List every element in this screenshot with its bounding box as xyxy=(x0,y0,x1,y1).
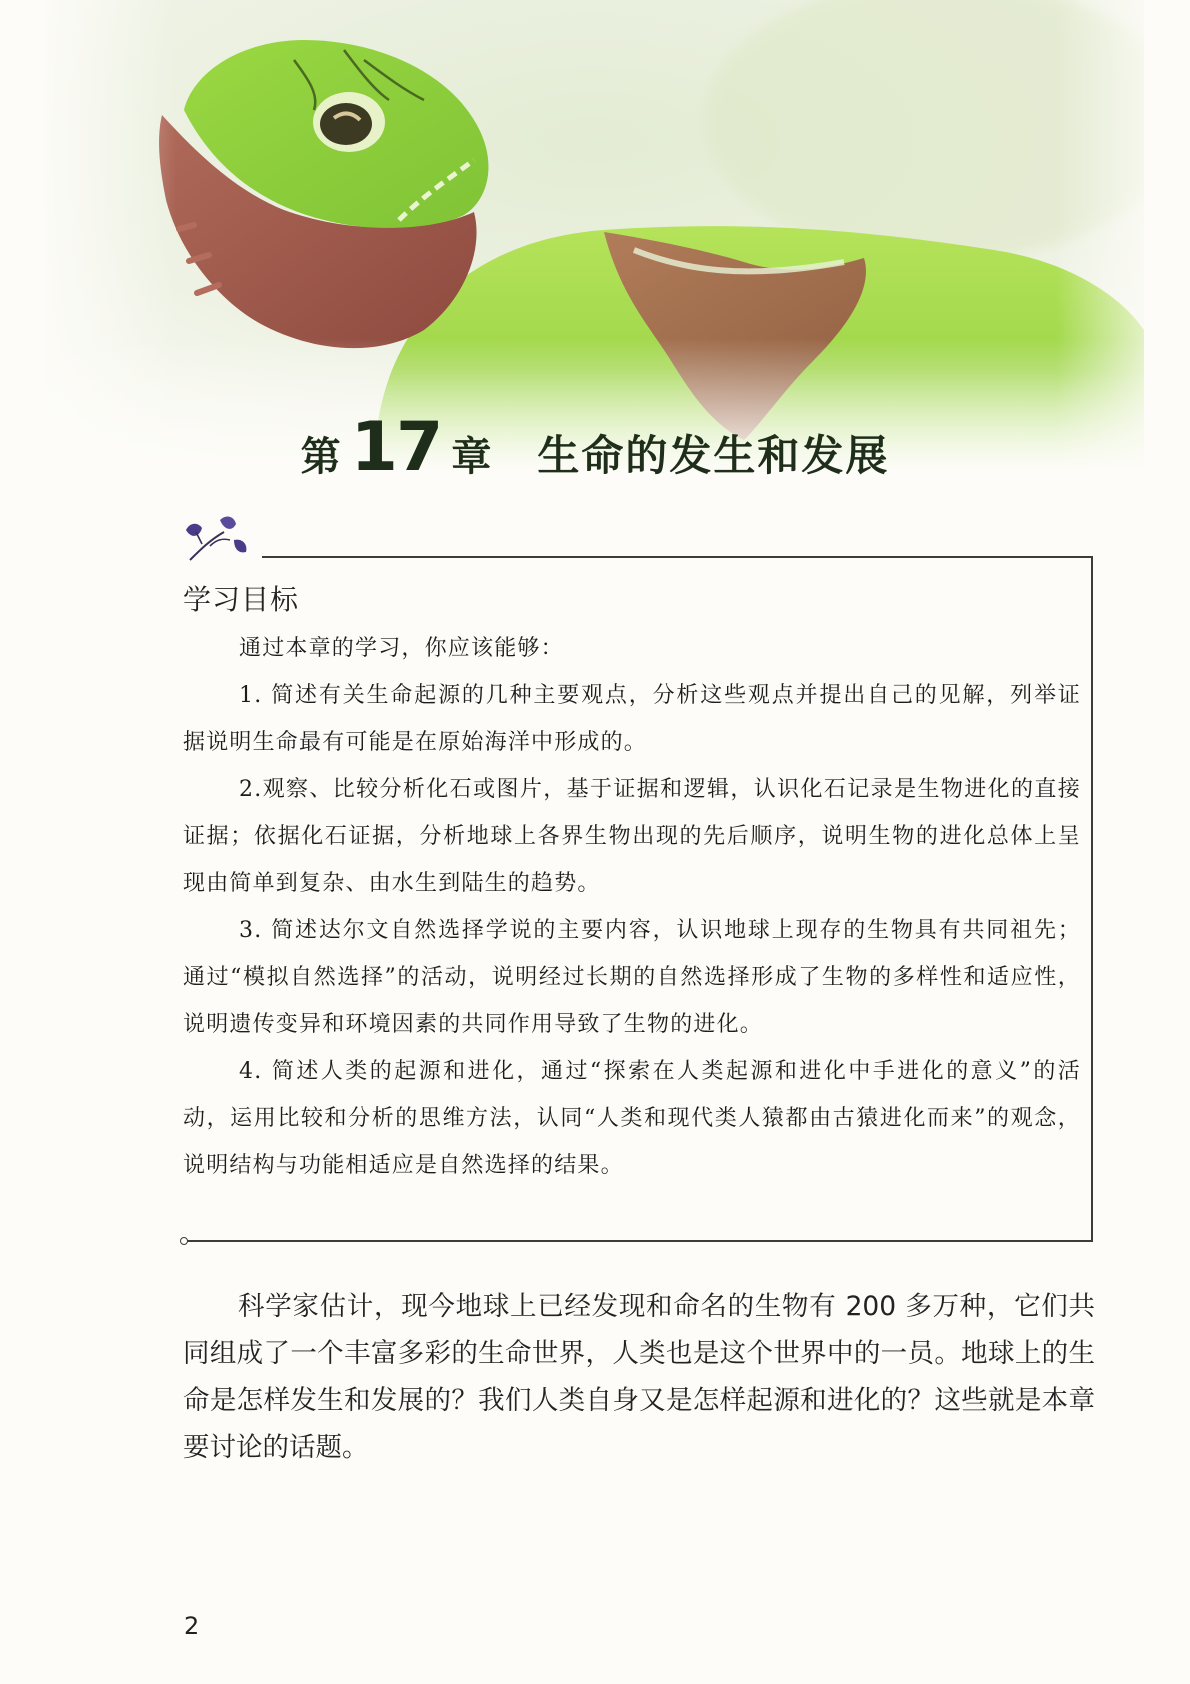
objective-item-1: 1. 简述有关生命起源的几种主要观点，分析这些观点并提出自己的见解，列举证据说明生命最有可能是在原始海洋中形成的。 xyxy=(183,683,1081,755)
objectives-text xyxy=(183,625,1081,1189)
objectives-intro: 通过本章的学习，你应该能够： xyxy=(239,636,564,661)
objective-item-2: 2.观察、比较分析化石或图片，基于证据和逻辑，认识化石记录是生物进化的直接证据；依据化石证据，分析地球上各界生物出现的先后顺序，说明生物的进化总体上呈现由简单到复杂、由水生到陆生的趋势。 xyxy=(183,777,1081,896)
chapter-name: 生命的发生和发展 xyxy=(537,431,890,480)
objectives-heading: 学习目标 xyxy=(183,583,300,616)
chapter-prefix: 第 xyxy=(300,434,341,480)
objective-item-3: 3. 简述达尔文自然选择学说的主要内容，认识地球上现存的生物具有共同祖先；通过“模拟自然选择”的活动，说明经过长期的自然选择形成了生物的多样性和适应性，说明遗传变异和环境因素的共同作用导致了生物的进化。 xyxy=(183,918,1081,1037)
chapter-number: 17 xyxy=(350,408,442,487)
chapter-intro-paragraph: 科学家估计，现今地球上已经发现和命名的生物有 200 多万种，它们共同组成了一个丰富多彩的生命世界，人类也是这个世界中的一员。地球上的生命是怎样发生和发展的？我们人类自身又是怎样起源和进化的？这些就是本章要讨论的话题。 xyxy=(183,1291,1095,1463)
chapter-hero-image xyxy=(44,0,1144,470)
objectives-corner-dot xyxy=(180,1237,188,1245)
caterpillar-illustration xyxy=(44,0,1144,470)
objective-item-4: 4. 简述人类的起源和进化，通过“探索在人类起源和进化中手进化的意义”的活动，运用比较和分析的思维方法，认同“人类和现代类人猿都由古猿进化而来”的观念，说明结构与功能相适应是自然选择的结果。 xyxy=(183,1059,1081,1178)
chapter-title xyxy=(0,408,1190,487)
chapter-suffix: 章 xyxy=(451,434,492,480)
page-number: 2 xyxy=(184,1612,200,1640)
